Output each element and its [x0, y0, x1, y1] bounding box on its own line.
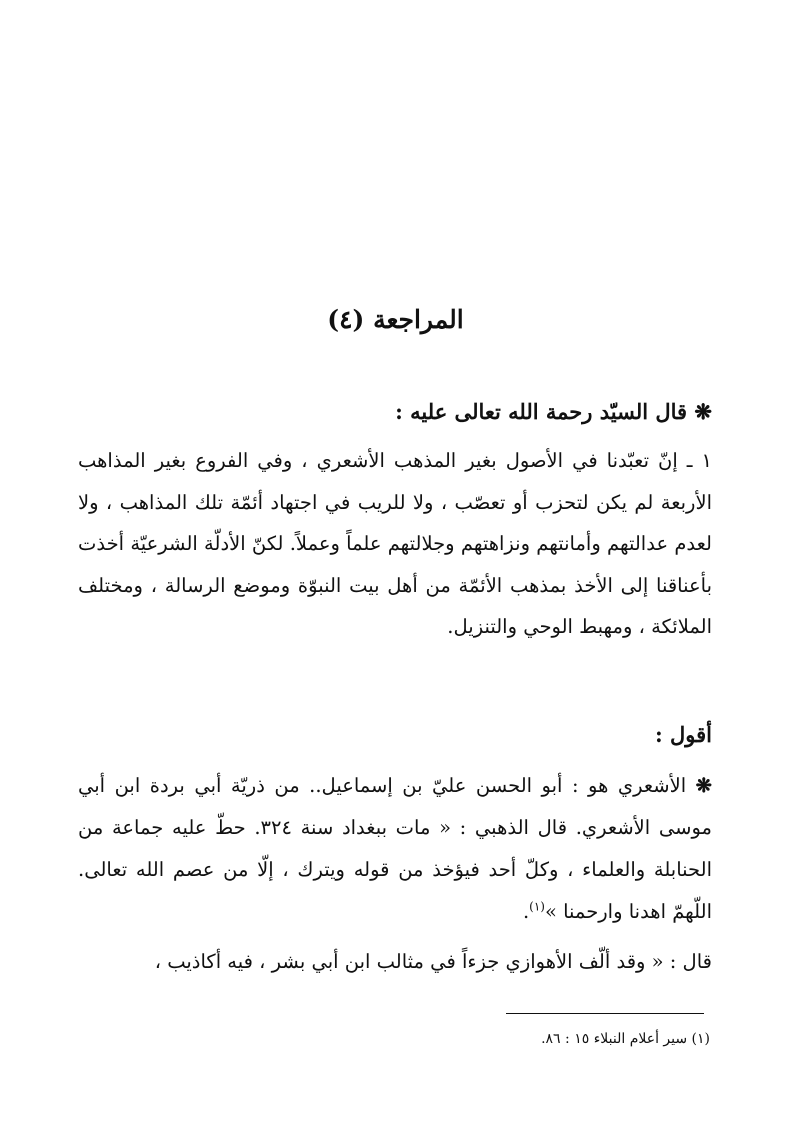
asterism-icon: ❋: [695, 774, 713, 797]
paragraph-1: ١ ـ إنّ تعبّدنا في الأصول بغير المذهب الأشعري ، وفي الفروع بغير المذاهب الأربعة لم يكن لتحزب أو تعصّب ، ولا للريب في اجتهاد أئمّة تلك المذاهب ، ولا لعدم عدالتهم وأمانتهم ونزاهتهم وجلالتهم علماً وعملاً. لكنّ الأدلّة الشرعيّة أخذت بأعناقنا إلى الأخذ بمذهب الأئمّة من أهل بيت النبوّة وموضع الرسالة ، ومختلف الملائكة ، ومهبط الوحي والتنزيل.: [78, 449, 712, 638]
footnote: (١) سير أعلام النبلاء ١٥ : ٨٦.: [541, 1031, 710, 1047]
paragraph-2-end: .: [522, 900, 530, 923]
paragraph-2-text: الأشعري هو : أبو الحسن عليّ بن إسماعيل.. من ذريّة أبي بردة ابن أبي موسى الأشعري. قال الذهبي : « مات ببغداد سنة ٣٢٤. حطّ عليه جماعة من الحنابلة والعلماء ، وكلّ أحد فيؤخذ من قوله ويترك ، إلّا من عصم الله تعالى. اللّهمّ اهدنا وارحمنا »: [78, 774, 712, 923]
paragraph-2: [78, 765, 712, 933]
page-title: المراجعة (٤): [327, 305, 464, 334]
footnote-divider: [506, 1013, 704, 1014]
speaker-text: قال السيّد رحمة الله تعالى عليه :: [395, 399, 688, 424]
asterism-icon: ❋: [694, 399, 712, 424]
footnote-reference: (١): [529, 899, 545, 914]
section-heading-aqool: أقول :: [654, 722, 712, 747]
speaker-heading: [78, 392, 712, 432]
paragraph-3: قال : « وقد ألّف الأهوازي جزءاً في مثالب ابن أبي بشر ، فيه أكاذيب ،: [154, 950, 712, 973]
